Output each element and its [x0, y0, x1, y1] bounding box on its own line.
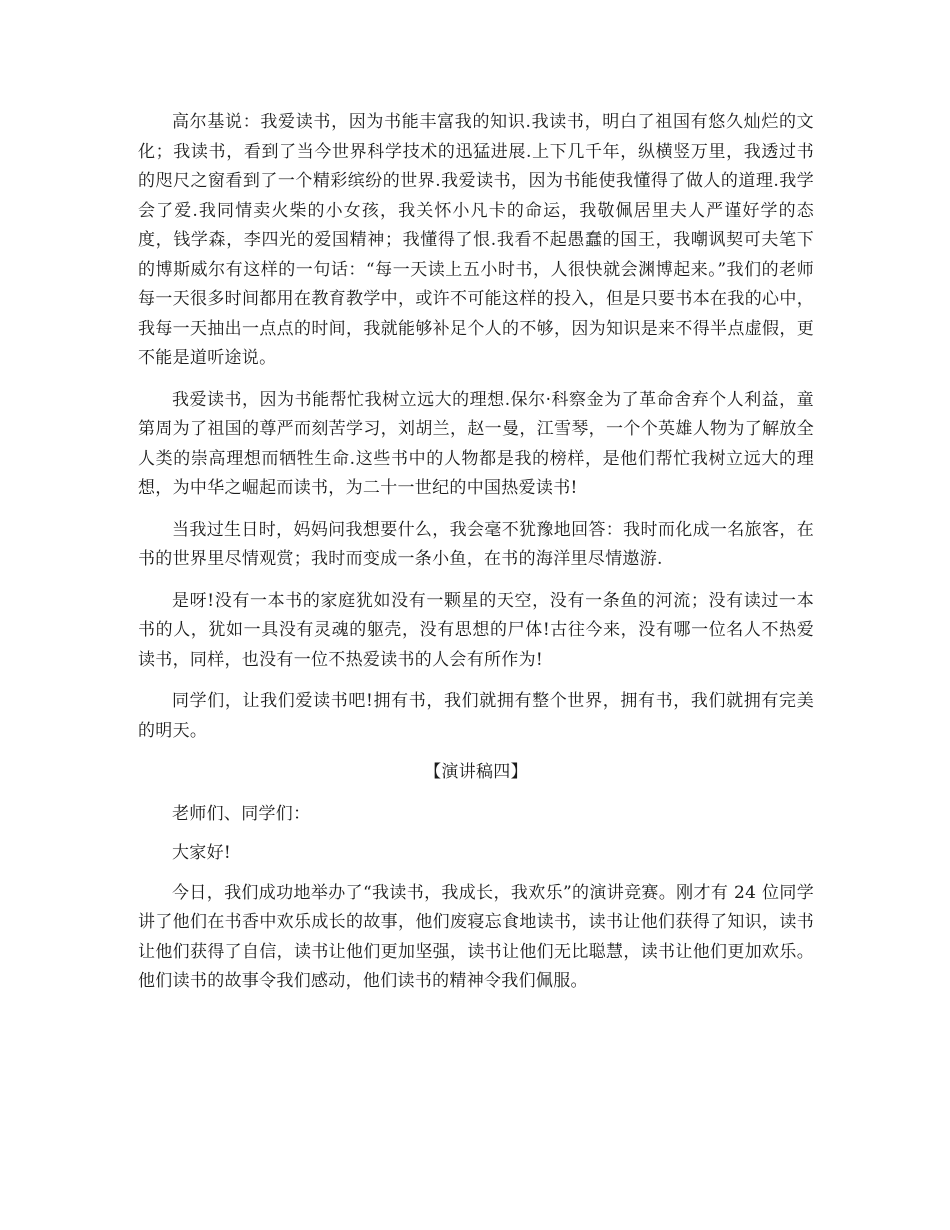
salutation: 老师们、同学们： [172, 803, 311, 824]
paragraph-contest-summary: 今日，我们成功地举办了“我读书，我成长，我欢乐”的演讲竞赛。刚才有 24 位同学讲了他们在书香中欢乐成长的故事，他们废寝忘食地读书，读书让他们获得了知识，读书让他们获得了自信，读书让他们更加坚强，读书让他们无比聪慧，读书让他们更加欢乐。他们读书的故事令我们感动，他们读书的精神令我们佩服。 [138, 882, 814, 991]
paragraph-call-to-read: 同学们，让我们爱读书吧!拥有书，我们就拥有整个世界，拥有书，我们就拥有完美的明天。 [138, 691, 814, 741]
paragraph-gorky-quote: 高尔基说：我爱读书，因为书能丰富我的知识.我读书，明白了祖国有悠久灿烂的文化；我读书，看到了当今世界科学技术的迅猛进展.上下几千年，纵横竖万里，我透过书的咫尺之窗看到了一个精彩缤纷的世界.我爱读书，因为书能使我懂得了做人的道理.我学会了爱.我同情卖火柴的小女孩，我关怀小凡卡的命运，我敬佩居里夫人严谨好学的态度，钱学森，李四光的爱国精神；我懂得了恨.我看不起愚蠢的国王，我嘲讽契可夫笔下的博斯威尔有这样的一句话：“每一天读上五小时书，人很快就会渊博起来。”我们的老师每一天很多时间都用在教育教学中，或许不可能这样的投入，但是只要书本在我的心中，我每一天抽出一点点的时间，我就能够补足个人的不够，因为知识是来不得半点虚假，更不能是道听途说。 [138, 112, 814, 368]
paragraph-ideals: 我爱读书，因为书能帮忙我树立远大的理想.保尔·科察金为了革命舍弃个人利益，童第周为了祖国的尊严而刻苦学习，刘胡兰，赵一曼，江雪琴，一个个英雄人物为了解放全人类的崇高理想而牺牲生命.这些书中的人物都是我的榜样，是他们帮忙我树立远大的理想，为中华之崛起而读书，为二十一世纪的中国热爱读书! [138, 389, 814, 498]
paragraph-no-book-home: 是呀!没有一本书的家庭犹如没有一颗星的天空，没有一条鱼的河流；没有读过一本书的人，犹如一具没有灵魂的躯壳，没有思想的尸体!古往今来，没有哪一位名人不热爱读书，同样，也没有一位不热爱读书的人会有所作为! [138, 590, 814, 670]
document-page [138, 108, 814, 1009]
greeting: 大家好! [172, 843, 232, 863]
section-heading: 【演讲稿四】 [424, 762, 528, 782]
paragraph-birthday: 当我过生日时，妈妈问我想要什么，我会毫不犹豫地回答：我时而化成一名旅客，在书的世界里尽情观赏；我时而变成一条小鱼，在书的海洋里尽情遨游. [138, 519, 814, 569]
